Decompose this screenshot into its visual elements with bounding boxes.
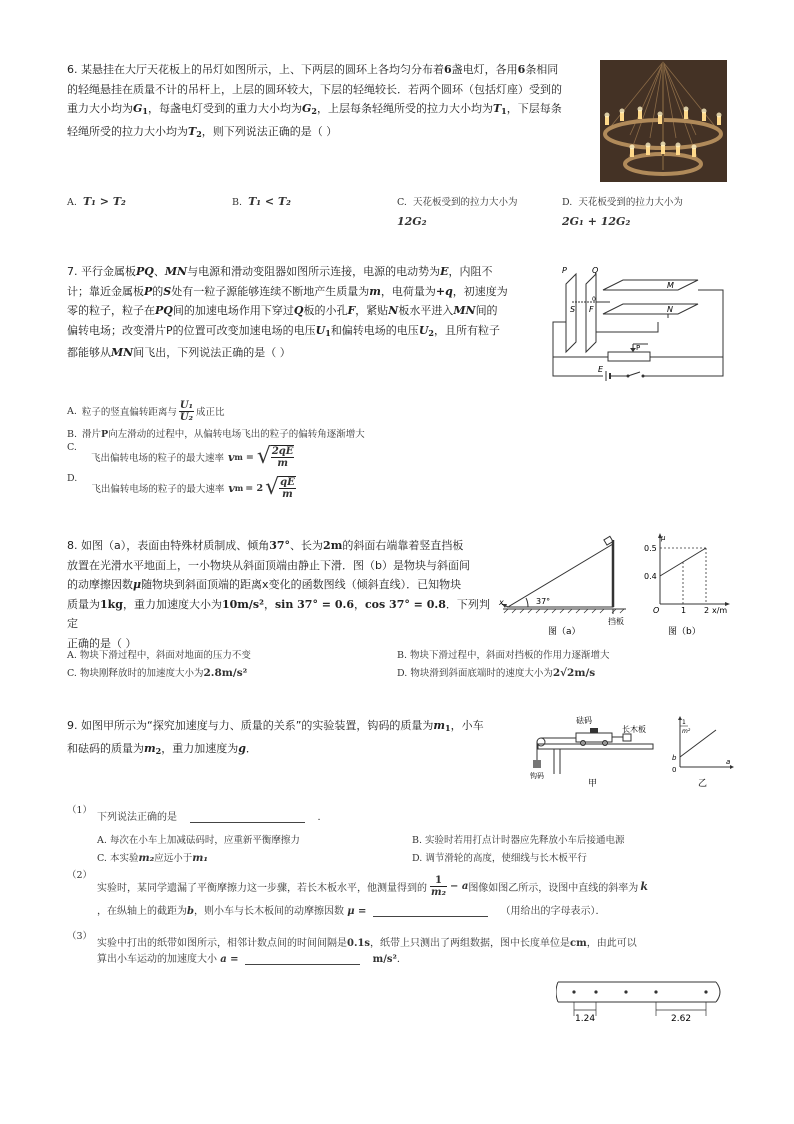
label-s: S bbox=[570, 305, 576, 314]
q8-line4: 质量为1kg，重力加速度大小为10m/s²，sin 37° = 0.6，cos 37° = 0.8．下列判定 bbox=[67, 597, 490, 630]
fig-b-x1: 1 bbox=[681, 606, 687, 615]
fig-yi-b: b bbox=[672, 754, 677, 762]
q9-paper-tape-figure bbox=[556, 976, 731, 1024]
q7-line2: 计；靠近金属板P的S处有一粒子源能够连续不断地产生质量为m，电荷量为+q，初速度为 bbox=[67, 284, 508, 298]
q8-option-a[interactable]: A. 物块下滑过程中，斜面对地面的压力不变 bbox=[67, 650, 251, 661]
q8-option-d[interactable]: D. 物块滑到斜面底端时的速度大小为2√2m/s bbox=[397, 667, 596, 679]
q7-option-d[interactable]: D. 飞出偏转电场的粒子的最大速率 v m = 2 √ $\frac{qE}{m}$ bbox=[67, 473, 295, 500]
q7-line1: 7. 平行金属板PQ、MN与电源和滑动变阻器如图所示连接，电源的电动势为E，内阻不 bbox=[67, 265, 493, 278]
q9-part1-answer-blank[interactable] bbox=[190, 822, 305, 823]
q8-option-b[interactable]: B. 物块下滑过程中，斜面对挡板的作用力逐渐增大 bbox=[397, 650, 610, 661]
q6-stem bbox=[67, 60, 587, 144]
fig-b-tick-0.5: 0.5 bbox=[644, 544, 657, 553]
q9-part1-option-a[interactable]: A. 每次在小车上加减砝码时，应重新平衡摩擦力 bbox=[97, 835, 300, 846]
fig-a-caption: 图（a） bbox=[548, 627, 581, 637]
label-slider-p: P bbox=[636, 344, 641, 352]
fig-a-x-label: x bbox=[499, 598, 504, 607]
q6-option-d[interactable]: D. 天花板受到的拉力大小为 2G₁ + 12G₂ bbox=[562, 197, 683, 228]
fig-yi-caption: 乙 bbox=[698, 779, 708, 789]
q9-part2-line1: 实验时，某同学遗漏了平衡摩擦力这一步骤，若长木板水平，他测量得到的 $\frac{1}{\text{m₂}}$ − a 图像如图乙所示，设图中直线的斜率为 k bbox=[97, 874, 648, 898]
q9-part2-line2: ，在纵轴上的截距为b，则小车与长木板间的动摩擦因数 μ = （用给出的字母表示）． bbox=[97, 906, 606, 917]
q7-option-b[interactable]: B. 滑片P向左滑动的过程中，从偏转电场飞出的粒子的偏转角逐渐增大 bbox=[67, 429, 365, 440]
label-o: 0 bbox=[592, 296, 596, 303]
q9-figure-jia bbox=[528, 712, 668, 790]
q8-line3: 的动摩擦因数μ随物块到斜面顶端的距离x变化的函数图线（倾斜直线）．已知物块 bbox=[67, 578, 462, 591]
fig-yi-y-den: m² bbox=[682, 728, 691, 735]
fig-jia-board: 长木板 bbox=[622, 725, 646, 734]
label-m: M bbox=[667, 281, 674, 290]
q8-line1: 8. 如图（a），表面由特殊材质制成、倾角37°、长为2m的斜面右端靠着竖直挡板 bbox=[67, 539, 464, 552]
q9-part2-number: （2） bbox=[67, 870, 93, 881]
fig-yi-origin: 0 bbox=[672, 766, 677, 774]
fig-a-baffle: 挡板 bbox=[608, 617, 624, 626]
q9-part3-line2: 算出小车运动的加速度大小 a = m/s²． bbox=[97, 954, 407, 965]
q6-line3: 重力大小均为$G_1$，每盏电灯受到的重力大小均为$G_2$，上层每条轻绳所受的拉力大小均为$T_1$，下层每条 bbox=[67, 102, 562, 116]
fig-jia-weights: 砝码 bbox=[576, 716, 592, 725]
fig-yi-a: a bbox=[726, 758, 731, 766]
fig-b-x2: 2 bbox=[704, 606, 710, 615]
fig-jia-hook: 钩码 bbox=[530, 772, 544, 780]
label-f: F bbox=[589, 305, 594, 314]
fig-b-tick-0.4: 0.4 bbox=[644, 572, 657, 581]
tape-distance-1: 1.24 bbox=[575, 1014, 596, 1024]
q9-part2-answer-blank[interactable] bbox=[373, 916, 488, 917]
q9-line2: 和砝码的质量为$m_2$，重力加速度为g． bbox=[67, 741, 257, 756]
q8-line5: 正确的是（ ） bbox=[67, 636, 137, 650]
tape-distance-2: 2.62 bbox=[671, 1014, 692, 1024]
q7-stem bbox=[67, 262, 547, 363]
q9-part1-option-c[interactable]: C. 本实验m₂应远小于m₁ bbox=[97, 852, 208, 864]
q7-option-a[interactable]: A. 粒子的竖直偏转距离与 $\frac{\text{U₁}}{\text{U₂}}$ 成正比 bbox=[67, 399, 225, 423]
chandelier-photo bbox=[600, 60, 727, 182]
q9-part1-option-b[interactable]: B. 实验时若用打点计时器应先释放小车后接通电源 bbox=[412, 835, 625, 846]
label-p: P bbox=[562, 266, 567, 275]
q7-line4: 偏转电场；改变滑片P的位置可改变加速电场的电压$U_1$和偏转电场的电压$U_2$，且所有粒子 bbox=[67, 323, 500, 338]
q9-part1-number: （1） bbox=[67, 805, 93, 816]
q9-part1-prompt: 下列说法正确的是 ． bbox=[97, 812, 328, 823]
q6-line4: 轻绳所受的拉力大小均为$T_2$，则下列说法正确的是（ ） bbox=[67, 124, 338, 139]
label-e: E bbox=[598, 365, 604, 374]
fig-yi-y-num: 1 bbox=[682, 719, 686, 726]
q7-line3: 零的粒子，粒子在PQ间的加速电场作用下穿过Q板的小孔F，紧贴N板水平进入MN间的 bbox=[67, 304, 498, 317]
q6-option-a[interactable]: A. T₁ > T₂ bbox=[67, 195, 126, 208]
fig-b-caption: 图（b） bbox=[668, 627, 701, 637]
q6-line2: 的轻绳悬挂在质量不计的吊杆上，上层的圆环较大，下层的轻绳较长．若两个圆环（包括灯座）受到的 bbox=[67, 82, 562, 96]
q9-part3-line1: 实验中打出的纸带如图所示，相邻计数点间的时间间隔是0.1s，纸带上只测出了两组数据，图中长度单位是cm，由此可以 bbox=[97, 938, 637, 949]
fig-b-origin: O bbox=[653, 606, 660, 615]
q8-figure-b bbox=[640, 532, 732, 640]
q6-option-c[interactable]: C. 天花板受到的拉力大小为 12G₂ bbox=[397, 197, 518, 228]
label-n: N bbox=[667, 305, 673, 314]
q8-option-c[interactable]: C. 物块刚释放时的加速度大小为2.8m/s² bbox=[67, 667, 248, 679]
q9-line1: 9. 如图甲所示为“探究加速度与力、质量的关系”的实验装置，钩码的质量为$m_1$，小车 bbox=[67, 719, 484, 733]
q8-stem bbox=[67, 536, 497, 653]
q6-option-b[interactable]: B. T₁ < T₂ bbox=[232, 195, 291, 208]
q7-circuit-figure bbox=[548, 262, 728, 384]
q8-figure-a bbox=[498, 532, 638, 640]
q9-stem bbox=[67, 716, 527, 761]
q7-option-c[interactable]: C. 飞出偏转电场的粒子的最大速率 v m = √ $\frac{2qE}{m}$ bbox=[67, 442, 294, 469]
q9-part1-option-d[interactable]: D. 调节滑轮的高度，使细线与长木板平行 bbox=[412, 853, 587, 864]
q6-line1: 6. 某悬挂在大厅天花板上的吊灯如图所示，上、下两层的圆环上各均匀分布着6盏电灯，各用6条相同 bbox=[67, 63, 559, 76]
label-q: Q bbox=[592, 266, 599, 275]
fig-a-angle: 37° bbox=[536, 597, 551, 606]
fig-jia-caption: 甲 bbox=[588, 779, 598, 789]
q8-line2: 放置在光滑水平地面上，一小物块从斜面顶端由静止下滑．图（b）是物块与斜面间 bbox=[67, 558, 470, 572]
q9-part3-answer-blank[interactable] bbox=[245, 964, 360, 965]
fig-b-y-label: μ bbox=[661, 534, 666, 542]
q7-line5: 都能够从MN间飞出，下列说法正确的是（ ） bbox=[67, 346, 291, 359]
q9-part3-number: （3） bbox=[67, 931, 93, 942]
q9-figure-yi bbox=[668, 712, 738, 790]
fig-b-x-label: x/m bbox=[712, 606, 728, 615]
